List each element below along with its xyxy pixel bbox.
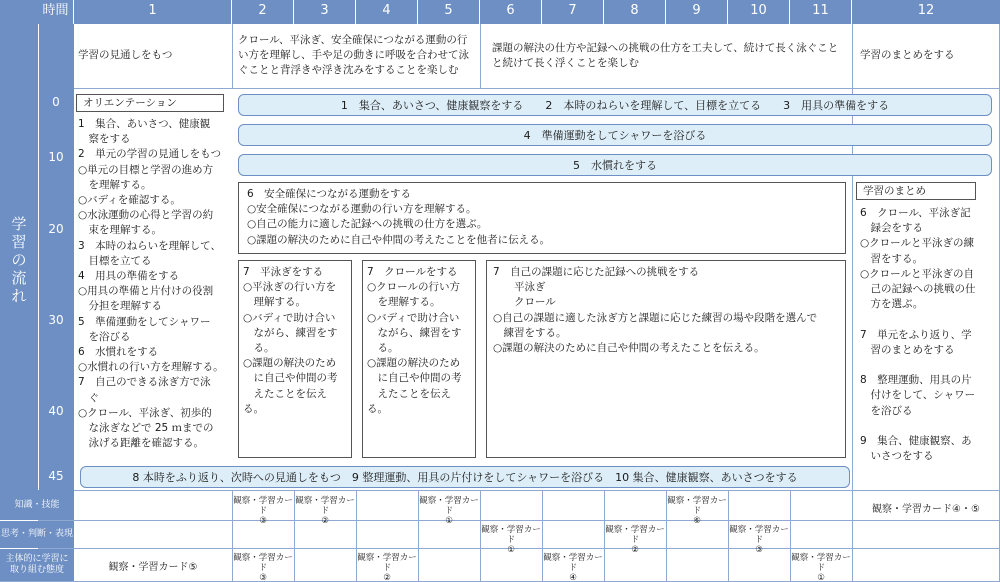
header-col-2: 2 (232, 0, 294, 24)
time-30: 30 (48, 313, 64, 327)
safety-box: 6 安全確保につながる運動をする ○安全確保につながる運動の行い方を理解する。 ○自己の能力に適した記録への挑戦の仕方を選ぶ。 ○課題の解決のために自己や仲間の考えたことを他者に伝える。 (238, 182, 846, 254)
eval-label-thinking: 思考・判断・表現 (0, 521, 74, 548)
crawl-box: 7 クロールをする ○クロールの行い方 を理解する。 ○バディで助け合い ながら、練習をす る。 ○課題の解決のため に自己や仲間の考 えたことを伝える。 (362, 260, 476, 458)
time-column (38, 24, 74, 490)
flow-label: 学習の流れ (11, 215, 27, 305)
header-col-7: 7 (542, 0, 604, 24)
overview-c2: クロール、平泳ぎ、安全確保につながる運動の行い方を理解し、手や足の動きに呼吸を合わせて泳ぐことと背浮きや浮き沈みをすることを楽しむ (238, 34, 469, 76)
routine-pill-3: 5 水慣れをする (238, 154, 992, 176)
summary-title: 学習のまとめ (856, 182, 976, 200)
eval-card-k-12: 観察・学習カード④・⑤ (872, 504, 980, 515)
summary-body: 6 クロール、平泳ぎ記 録会をする ○クロールと平泳ぎの練 習をする。 ○クロールと平泳ぎの自 己の記録への挑戦の仕 方を選ぶ。 7 単元をふり返り、学 習のまとめをする 8 整理運動、用具の片 付けをして、シャワー を浴びる 9 集合、健康観察、あ いさつをする (860, 207, 976, 463)
record-challenge-box: 7 自己の課題に応じた記録への挑戦をする 平泳ぎ クロール ○自己の課題に適した泳ぎ方と課題に応じた練習の場や段階を選んで 練習をする。 ○課題の解決のために自己や仲間の考えたことを伝える。 (486, 260, 846, 458)
eval-card-a-2: 観察・学習カード ③ (233, 553, 293, 582)
time-0: 0 (52, 95, 60, 109)
breaststroke-box: 7 平泳ぎをする ○平泳ぎの行い方を 理解する。 ○バディで助け合い ながら、練習をす る。 ○課題の解決のため に自己や仲間の考 えたことを伝える。 (238, 260, 352, 458)
overview-c3: 課題の解決の仕方や記録への挑戦の仕方を工夫して、続けて長く泳ぐことと続けて長く浮くことを楽しむ (492, 42, 839, 69)
time-20: 20 (48, 222, 64, 236)
header-col-1: 1 (74, 0, 232, 24)
eval-label-knowledge: 知識・技能 (0, 490, 74, 520)
overview-c4: 学習のまとめをする (860, 49, 955, 61)
overview-c1: 学習の見通しをもつ (78, 49, 173, 61)
time-40: 40 (48, 404, 64, 418)
eval-card-k-5: 観察・学習カード ① (419, 496, 479, 526)
header-col-5: 5 (418, 0, 480, 24)
eval-card-k-3: 観察・学習カード ② (295, 496, 355, 526)
eval-card-k-9: 観察・学習カード ⑥ (667, 496, 727, 526)
header-col-11: 11 (790, 0, 852, 24)
header-col-9: 9 (666, 0, 728, 24)
time-45: 45 (48, 469, 64, 483)
eval-card-t-8: 観察・学習カード ② (605, 525, 665, 555)
header-time: 時間 (38, 0, 74, 24)
eval-label-attitude: 主体的に学習に 取り組む態度 (0, 549, 74, 581)
header-col-8: 8 (604, 0, 666, 24)
eval-card-k-2: 観察・学習カード ③ (233, 496, 293, 526)
orientation-title: オリエンテーション (76, 94, 224, 112)
routine-pill-2: 4 準備運動をしてシャワーを浴びる (238, 124, 992, 146)
header-col-10: 10 (728, 0, 790, 24)
header-col-12: 12 (852, 0, 1000, 24)
header-col-6: 6 (480, 0, 542, 24)
eval-card-t-10: 観察・学習カード ③ (729, 525, 789, 555)
routine-pill-1: 1 集合、あいさつ、健康観察をする 2 本時のねらいを理解して、目標を立てる 3 用具の準備をする (238, 94, 992, 116)
eval-card-a-4: 観察・学習カード ② (357, 553, 417, 582)
orientation-body: 1 集合、あいさつ、健康観 察をする 2 単元の学習の見通しをもつ ○単元の目標と学習の進め方 を理解する。 ○バディを確認する。 ○水泳運動の心得と学習の約 束を理解する。 3 本時のねらいを理解して、 目標を立てる 4 用具の準備をする ○用具の準備と片付けの役割 分担を理解する 5 準備運動をしてシャワー を浴びる 6 水慣れをする ○水慣れの行い方を理解する。 7 自己のできる泳ぎ方で泳 ぐ ○クロール、平泳ぎ、初歩的 な泳ぎなどで 25 ｍまでの 泳げる距離を確認する。 (78, 118, 224, 450)
routine-pill-4: 8 本時をふり返り、次時への見通しをもつ 9 整理運動、用具の片付けをしてシャワーを浴びる 10 集合、健康観察、あいさつをする (80, 466, 850, 488)
eval-card-a-7: 観察・学習カード ④ (543, 553, 603, 582)
time-10: 10 (48, 150, 64, 164)
eval-card-a-11: 観察・学習カード ① (791, 553, 851, 582)
eval-card-a-1: 観察・学習カード⑤ (108, 562, 198, 573)
eval-card-t-6: 観察・学習カード ① (481, 525, 541, 555)
header-col-3: 3 (294, 0, 356, 24)
header-col-4: 4 (356, 0, 418, 24)
